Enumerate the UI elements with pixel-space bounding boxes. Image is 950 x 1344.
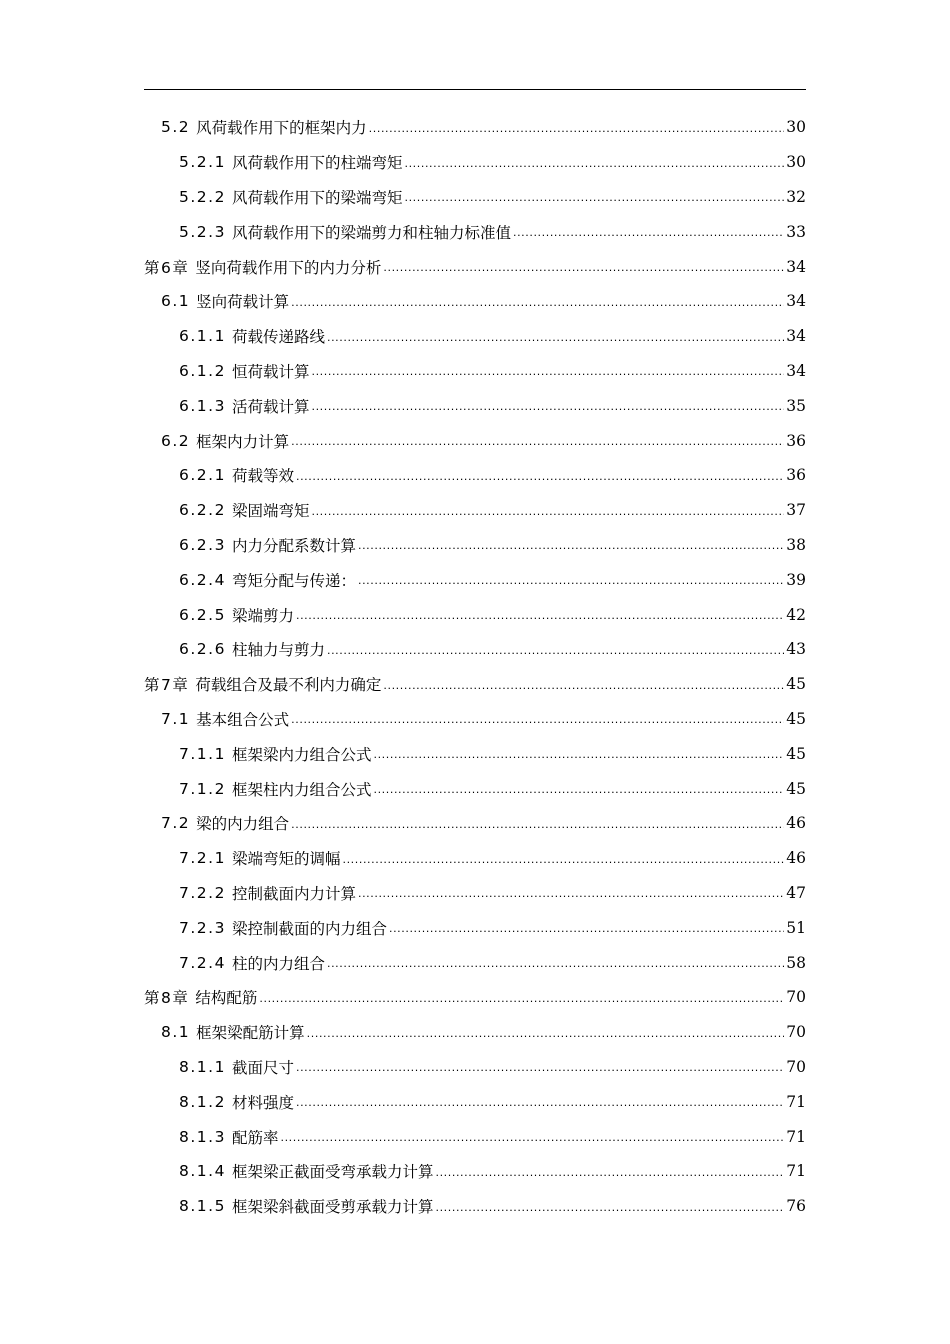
toc-entry[interactable]: [144, 597, 806, 632]
toc-dot-leader: [383, 679, 784, 702]
toc-entry-title: 恒荷载计算: [231, 362, 310, 381]
toc-entry-number: 5.2.2: [179, 187, 226, 206]
toc-entry[interactable]: [144, 423, 806, 458]
toc-entry-page: 39: [786, 570, 806, 589]
toc-dot-leader: [389, 922, 784, 945]
toc-entry-page: 38: [786, 535, 806, 554]
toc-entry-page: 34: [786, 327, 806, 346]
toc-entry-title: 结构配筋: [195, 989, 258, 1008]
toc-entry-number: 8.1.4: [179, 1162, 226, 1181]
toc-entry[interactable]: [144, 1154, 806, 1189]
toc-entry-page: 76: [786, 1197, 806, 1216]
toc-entry-page: 45: [786, 744, 806, 763]
toc-entry[interactable]: [144, 1084, 806, 1119]
toc-entry-number: 5.2.3: [179, 222, 226, 241]
toc-entry-page: 33: [786, 222, 806, 241]
toc-dot-leader: [373, 783, 784, 806]
toc-entry-number: 6.1.3: [179, 396, 226, 415]
toc-entry[interactable]: [144, 493, 806, 528]
toc-entry-number: 7.2: [161, 814, 191, 833]
toc-dot-leader: [327, 644, 784, 667]
toc-entry-number: 7.2.2: [179, 883, 226, 902]
table-of-contents: [144, 110, 806, 1224]
toc-entry-number: 6.2.4: [179, 570, 226, 589]
toc-dot-leader: [369, 122, 785, 145]
toc-entry-page: 36: [786, 466, 806, 485]
toc-entry-title: 风荷载作用下的框架内力: [196, 119, 367, 138]
toc-dot-leader: [291, 713, 784, 736]
toc-entry-title: 控制截面内力计算: [231, 884, 356, 903]
toc-entry-title: 框架内力计算: [196, 432, 290, 451]
toc-entry-number: 8.1.3: [179, 1127, 226, 1146]
toc-entry-number: 7.1: [161, 709, 191, 728]
toc-entry-page: 46: [786, 849, 806, 868]
toc-entry[interactable]: [144, 145, 806, 180]
toc-entry-number: 6.2: [161, 431, 191, 450]
toc-entry-title: 荷载传递路线: [231, 328, 325, 347]
toc-entry-page: 34: [786, 292, 806, 311]
toc-entry-number: 8.1.5: [179, 1197, 226, 1216]
toc-dot-leader: [327, 331, 784, 354]
toc-entry-page: 36: [786, 431, 806, 450]
toc-entry-title: 材料强度: [231, 1093, 294, 1112]
toc-entry-title: 荷载等效: [231, 467, 294, 486]
toc-entry-title: 梁端弯矩的调幅: [231, 850, 341, 869]
toc-dot-leader: [291, 818, 784, 841]
header-rule: [144, 89, 806, 90]
toc-entry-title: 框架梁配筋计算: [196, 1024, 305, 1043]
toc-entry-page: 51: [786, 918, 806, 937]
toc-entry-number: 8.1: [161, 1023, 191, 1042]
toc-dot-leader: [513, 226, 784, 249]
toc-entry-number: 6.1.2: [179, 361, 226, 380]
toc-entry[interactable]: [144, 876, 806, 911]
toc-dot-leader: [311, 365, 784, 388]
toc-entry-title: 竖向荷载作用下的内力分析: [195, 258, 382, 277]
toc-dot-leader: [435, 1201, 784, 1224]
toc-entry-number: 6.2.5: [179, 605, 226, 624]
toc-entry-title: 梁控制截面的内力组合: [231, 919, 387, 938]
toc-entry-title: 框架梁正截面受弯承载力计算: [231, 1163, 434, 1182]
toc-entry-page: 30: [786, 153, 806, 172]
toc-entry-number: 7.1.2: [179, 779, 226, 798]
toc-entry-page: 46: [786, 814, 806, 833]
toc-dot-leader: [404, 157, 784, 180]
toc-entry[interactable]: [144, 180, 806, 215]
toc-entry[interactable]: [144, 110, 806, 145]
toc-entry[interactable]: [144, 284, 806, 319]
toc-entry-page: 70: [786, 988, 806, 1007]
toc-entry[interactable]: [144, 354, 806, 389]
toc-entry[interactable]: [144, 528, 806, 563]
toc-dot-leader: [296, 470, 784, 493]
toc-dot-leader: [296, 609, 784, 632]
toc-entry-title: 风荷载作用下的柱端弯矩: [231, 154, 403, 173]
toc-entry-title: 基本组合公式: [196, 710, 290, 729]
toc-entry-number: 6.1.1: [179, 327, 226, 346]
toc-entry-title: 柱的内力组合: [231, 954, 325, 973]
toc-entry-page: 70: [786, 1023, 806, 1042]
toc-entry[interactable]: [144, 945, 806, 980]
toc-entry[interactable]: [144, 702, 806, 737]
toc-entry[interactable]: [144, 214, 806, 249]
toc-entry-page: 34: [786, 257, 806, 276]
toc-dot-leader: [296, 1061, 784, 1084]
toc-entry-page: 37: [786, 501, 806, 520]
toc-entry-title: 框架梁内力组合公式: [231, 745, 372, 764]
toc-entry-title: 柱轴力与剪力: [231, 641, 325, 660]
toc-entry-number: 7.1.1: [179, 744, 226, 763]
toc-entry-number: 5.2: [161, 118, 191, 137]
toc-dot-leader: [280, 1131, 784, 1154]
toc-entry-page: 45: [786, 675, 806, 694]
toc-entry-page: 58: [786, 953, 806, 972]
toc-entry[interactable]: [144, 249, 806, 284]
toc-entry-page: 71: [786, 1127, 806, 1146]
toc-entry-number: 6.2.6: [179, 640, 226, 659]
toc-entry-number: 8.1.1: [179, 1057, 226, 1076]
toc-dot-leader: [311, 400, 784, 423]
toc-entry[interactable]: [144, 910, 806, 945]
toc-entry-title: 梁固端弯矩: [231, 502, 310, 521]
toc-entry-title: 弯矩分配与传递：: [231, 571, 356, 590]
toc-entry-title: 框架梁斜截面受剪承载力计算: [231, 1198, 434, 1217]
toc-entry-title: 配筋率: [231, 1128, 279, 1147]
toc-entry-number: 第8章: [144, 989, 190, 1008]
toc-dot-leader: [383, 261, 784, 284]
toc-entry-page: 32: [786, 187, 806, 206]
toc-entry[interactable]: [144, 562, 806, 597]
toc-entry[interactable]: [144, 1050, 806, 1085]
toc-entry-page: 30: [786, 118, 806, 137]
toc-dot-leader: [296, 1096, 784, 1119]
toc-entry[interactable]: [144, 1119, 806, 1154]
toc-dot-leader: [291, 435, 784, 458]
toc-dot-leader: [307, 1027, 785, 1050]
toc-entry-title: 竖向荷载计算: [196, 293, 290, 312]
toc-entry[interactable]: [144, 319, 806, 354]
toc-dot-leader: [358, 574, 784, 597]
toc-entry-number: 7.2.4: [179, 953, 226, 972]
toc-entry-title: 截面尺寸: [231, 1058, 294, 1077]
toc-entry-number: 第7章: [144, 676, 190, 695]
toc-entry[interactable]: [144, 388, 806, 423]
toc-dot-leader: [342, 853, 784, 876]
toc-entry-number: 6.2.2: [179, 501, 226, 520]
toc-entry-title: 框架柱内力组合公式: [231, 780, 372, 799]
toc-entry-number: 8.1.2: [179, 1092, 226, 1111]
toc-entry-title: 荷载组合及最不利内力确定: [195, 676, 382, 695]
toc-entry[interactable]: [144, 771, 806, 806]
toc-entry[interactable]: [144, 1015, 806, 1050]
toc-entry-page: 34: [786, 361, 806, 380]
toc-entry-page: 45: [786, 779, 806, 798]
toc-entry-page: 71: [786, 1092, 806, 1111]
toc-dot-leader: [404, 191, 784, 214]
toc-entry-title: 风荷载作用下的梁端剪力和柱轴力标准值: [231, 223, 511, 242]
toc-entry[interactable]: [144, 458, 806, 493]
toc-dot-leader: [358, 539, 784, 562]
toc-entry-title: 梁端剪力: [231, 606, 294, 625]
toc-entry-number: 6.2.3: [179, 535, 226, 554]
toc-entry-page: 71: [786, 1162, 806, 1181]
toc-entry[interactable]: [144, 841, 806, 876]
toc-entry-number: 7.2.1: [179, 849, 226, 868]
toc-entry-title: 风荷载作用下的梁端弯矩: [231, 188, 403, 207]
toc-entry-page: 43: [786, 640, 806, 659]
toc-entry-title: 内力分配系数计算: [231, 536, 356, 555]
toc-entry-number: 6.2.1: [179, 466, 226, 485]
toc-dot-leader: [311, 505, 784, 528]
toc-entry-number: 第6章: [144, 258, 190, 277]
toc-entry[interactable]: [144, 806, 806, 841]
toc-entry-number: 5.2.1: [179, 153, 226, 172]
toc-entry-page: 45: [786, 709, 806, 728]
toc-entry-page: 42: [786, 605, 806, 624]
toc-entry[interactable]: [144, 632, 806, 667]
toc-entry-title: 梁的内力组合: [196, 815, 290, 834]
toc-entry-page: 70: [786, 1057, 806, 1076]
toc-entry[interactable]: [144, 1189, 806, 1224]
toc-entry[interactable]: [144, 667, 806, 702]
toc-dot-leader: [373, 748, 784, 771]
toc-entry-page: 47: [786, 883, 806, 902]
toc-entry-title: 活荷载计算: [231, 397, 310, 416]
toc-entry[interactable]: [144, 980, 806, 1015]
toc-entry-page: 35: [786, 396, 806, 415]
toc-dot-leader: [291, 296, 784, 319]
toc-entry[interactable]: [144, 736, 806, 771]
toc-dot-leader: [327, 957, 784, 980]
toc-dot-leader: [435, 1166, 784, 1189]
toc-dot-leader: [358, 887, 784, 910]
toc-entry-number: 7.2.3: [179, 918, 226, 937]
toc-dot-leader: [259, 992, 784, 1015]
toc-entry-number: 6.1: [161, 292, 191, 311]
